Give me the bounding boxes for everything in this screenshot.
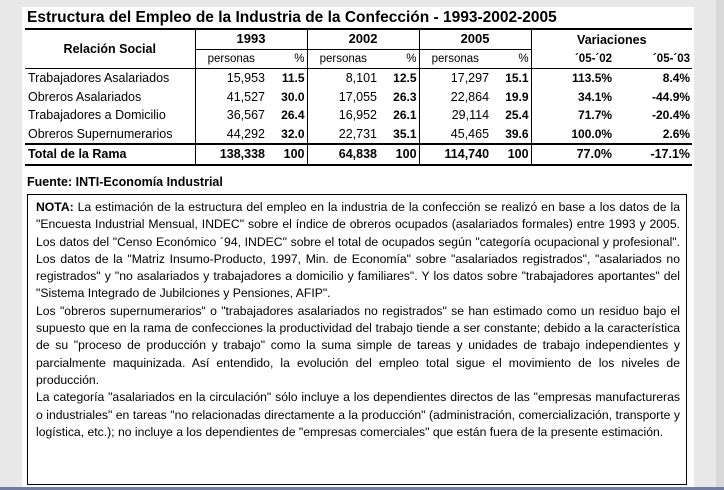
total-label: Total de la Rama: [25, 144, 195, 165]
year-header-2005: 2005: [419, 30, 531, 49]
cell-pct-2005: 15.1: [491, 69, 531, 88]
note-paragraph-1: [36, 199, 680, 303]
cell-personas-2002: 16,952: [307, 106, 379, 125]
cell-pct-2002: 26.1: [393, 108, 417, 123]
cell-var-05-03: -20.4%: [652, 108, 691, 123]
var-col-05-03: ´05-´03: [652, 52, 691, 65]
unit-pct: %: [406, 52, 417, 65]
employment-table: [25, 30, 692, 166]
note-paragraph-2: Los "obreros supernumerarios" o "trabajadores asalariados no registrados" se han estimado como un residuo bajo el supuesto que en la rama de confecciones la productividad del trabajo tiende a ser constante; debido a la característica de su "proceso de producción y trabajo" como la suma simple de tareas y unidades de trabajo independientes y parcialmente maquinizada. Así entendido, la evolución del empleo total sigue el movimiento de los niveles de producción.: [36, 303, 680, 387]
total-personas-2005: 114,740: [419, 144, 491, 165]
cell-var-05-03: -44.9%: [652, 89, 691, 104]
cell-pct-2002: 12.5: [379, 69, 419, 88]
cell-personas-2005: 45,465: [419, 125, 491, 145]
row-label: Obreros Supernumerarios: [25, 125, 195, 145]
cell-var-05-02: 100.0%: [531, 125, 614, 145]
cell-pct-2005: 19.9: [505, 89, 529, 104]
unit-pct: %: [294, 52, 305, 65]
cell-pct-2005: 39.6: [505, 126, 529, 141]
cell-pct-1993: 26.4: [281, 108, 305, 123]
cell-var-05-02: 71.7%: [531, 106, 614, 125]
cell-personas-1993: 15,953: [195, 69, 267, 88]
cell-pct-1993: 11.5: [267, 69, 307, 88]
table-row: [25, 106, 692, 125]
variaciones-header: Variaciones: [531, 30, 692, 49]
year-header-1993: 1993: [195, 30, 307, 49]
total-pct-2002: 100: [379, 144, 419, 165]
cell-var-05-02: 113.5%: [531, 69, 614, 88]
document-page: [22, 7, 694, 487]
table-row: [25, 69, 692, 88]
table-row: [25, 88, 692, 107]
row-label: Trabajadores a Domicilio: [25, 106, 195, 125]
cell-pct-2002: 26.3: [393, 89, 417, 104]
cell-personas-2002: 8,101: [307, 69, 379, 88]
cell-pct-1993: 32.0: [281, 126, 305, 141]
cell-personas-1993: 41,527: [226, 89, 265, 104]
unit-personas: personas: [307, 49, 379, 69]
cell-personas-2002: 17,055: [307, 88, 379, 107]
cell-personas-2002: 22,731: [307, 125, 379, 145]
relacion-social-header: Relación Social: [25, 30, 195, 69]
cell-personas-2005: 17,297: [419, 69, 491, 88]
cell-personas-1993: 36,567: [226, 108, 265, 123]
cell-personas-2005: 29,114: [419, 106, 491, 125]
total-pct-1993: 100: [267, 144, 307, 165]
row-label: Obreros Asalariados: [25, 88, 195, 107]
note-lead: NOTA:: [36, 200, 74, 214]
cell-pct-2005: 25.4: [505, 108, 529, 123]
cell-personas-2005: 22,864: [419, 88, 491, 107]
total-personas-1993: 138,338: [195, 144, 267, 165]
cell-personas-1993: 44,292: [226, 126, 265, 141]
table-title: Estructura del Empleo de la Industria de la Confección - 1993-2002-2005: [27, 9, 557, 26]
total-pct-2005: 100: [491, 144, 531, 165]
cell-var-05-02: 34.1%: [531, 88, 614, 107]
cell-pct-1993: 30.0: [281, 89, 305, 104]
unit-personas: personas: [207, 52, 255, 65]
var-col-05-02: ´05-´02: [531, 49, 614, 69]
total-personas-2002: 64,838: [307, 144, 379, 165]
year-header-2002: 2002: [307, 30, 419, 49]
header-row-years: [25, 30, 692, 49]
unit-pct: %: [518, 52, 529, 65]
note-paragraph-3: La categoría "asalariados en la circulación" sólo incluye a los dependientes directos de las "empresas manufactureras o industriales" en tareas "no relacionadas directamente a la producción" (administración, comercialización, transporte y logística, etc.); no incluye a los dependientes de "empresas comerciales" que están fuera de la presente estimación.: [36, 390, 680, 439]
row-label: Trabajadores Asalariados: [25, 69, 195, 88]
total-row: [25, 144, 692, 165]
cell-pct-2002: 35.1: [393, 126, 417, 141]
unit-personas: personas: [419, 49, 491, 69]
total-var-05-02: 77.0%: [531, 144, 614, 165]
cell-var-05-03: 8.4%: [614, 69, 692, 88]
note-box: [27, 194, 687, 485]
cell-var-05-03: 2.6%: [662, 126, 691, 141]
total-var-05-03: -17.1%: [614, 144, 692, 165]
table-row: [25, 125, 692, 145]
note-text-1: La estimación de la estructura del empleo en la industria de la confección se realizó en base a los datos de la "Encuesta Industrial Mensual, INDEC" sobre el índice de obreros ocupados (asalariados formales) entre 1993 y 2005. Los datos del "Censo Económico ´94, INDEC" sobre el total de ocupados según "categoría ocupacional y profesional". Los datos de la "Matriz Insumo-Producto, 1997, Min. de Economía" sobre "asalariados registrados", "asalariados no registrados" y "no asalariados y trabajadores a domicilio y familiares". Y los datos sobre "trabajadores aportantes" del "Sistema Integrado de Jubilciones y Pensiones, AFIP".: [36, 200, 680, 301]
source-note: Fuente: INTI-Economía Industrial: [27, 175, 223, 189]
vertical-scrollbar[interactable]: [716, 0, 724, 487]
